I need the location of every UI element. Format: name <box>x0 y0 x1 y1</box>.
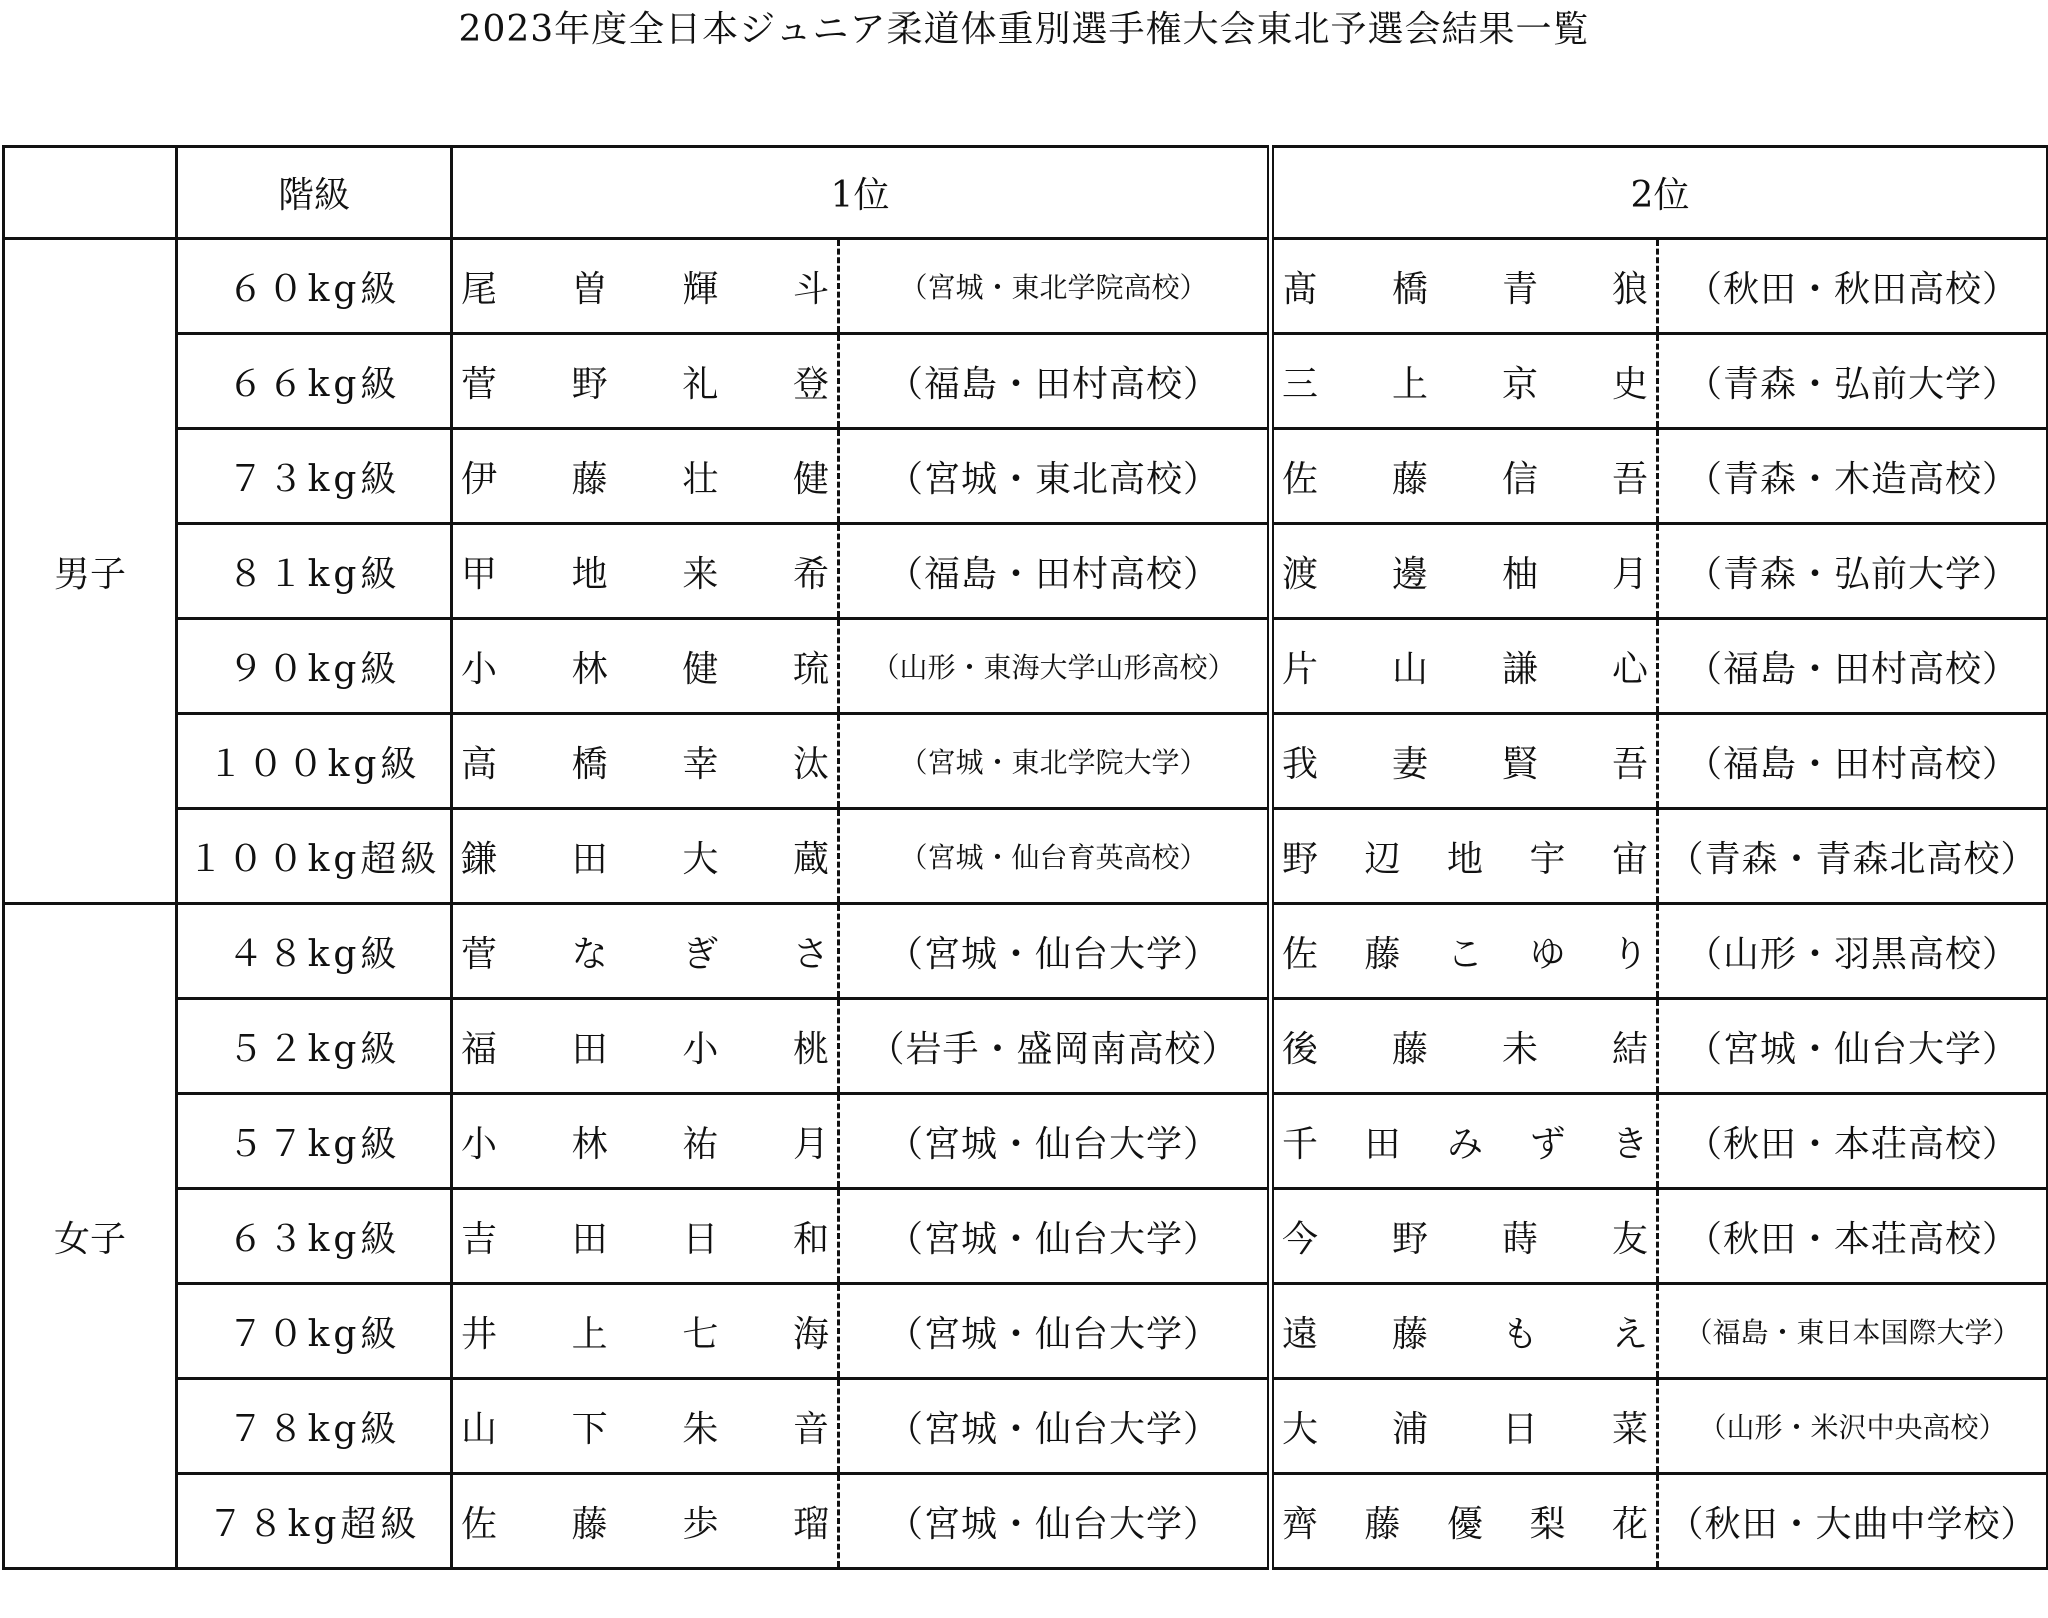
name-char: 千 <box>1282 1123 1319 1165</box>
page-title: 2023年度全日本ジュニア柔道体重別選手権大会東北予選会結果一覧 <box>458 9 1590 50</box>
second-place-cell <box>1271 1379 2048 1474</box>
name-char: 今 <box>1282 1218 1319 1260</box>
second-place-cell <box>1271 524 2048 619</box>
weight-class: ６６kg級 <box>177 334 452 429</box>
second-place-affiliation: （青森・青森北高校） <box>1667 838 2038 880</box>
table-row <box>4 1189 2048 1284</box>
weight-class: ６０kg級 <box>177 239 452 334</box>
name-char: 佐 <box>461 1503 498 1545</box>
name-char: 妻 <box>1391 743 1428 785</box>
name-char: 吾 <box>1611 743 1648 785</box>
name-char: 宙 <box>1611 838 1648 880</box>
name-char: 希 <box>792 553 829 595</box>
name-char: 海 <box>792 1313 829 1355</box>
second-place-affiliation: （福島・田村高校） <box>1685 743 2019 785</box>
second-place-entry <box>1274 1095 2046 1187</box>
first-place-cell <box>452 1189 1271 1284</box>
first-place-entry <box>453 240 1267 332</box>
first-place-cell <box>452 524 1271 619</box>
second-place-cell <box>1271 714 2048 809</box>
first-place-cell <box>452 334 1271 429</box>
name-char: 藤 <box>1391 458 1428 500</box>
second-place-name <box>1274 240 1659 332</box>
first-place-cell <box>452 809 1271 904</box>
name-char: 藤 <box>1364 1503 1401 1545</box>
first-place-name <box>453 620 840 712</box>
name-char: 菜 <box>1611 1408 1648 1450</box>
first-place-entry <box>453 620 1267 712</box>
name-char: こ <box>1446 933 1483 975</box>
second-place-name <box>1274 905 1659 997</box>
table-row <box>4 999 2048 1094</box>
first-place-affiliation: （宮城・東北高校） <box>886 458 1220 500</box>
first-place-name <box>453 905 840 997</box>
name-char: 高 <box>461 743 498 785</box>
first-place-name <box>453 1475 840 1567</box>
name-char: さ <box>792 933 829 975</box>
name-char: 健 <box>792 458 829 500</box>
table-row <box>4 1379 2048 1474</box>
name-char: 橋 <box>571 743 608 785</box>
name-char: 菅 <box>461 363 498 405</box>
first-place-name <box>453 1285 840 1377</box>
name-char: 藤 <box>1391 1313 1428 1355</box>
name-char: 辺 <box>1364 838 1401 880</box>
second-place-affiliation: （山形・羽黒高校） <box>1685 933 2019 975</box>
name-char: 齊 <box>1282 1503 1319 1545</box>
name-char: 京 <box>1501 363 1538 405</box>
name-char: 大 <box>682 838 719 880</box>
name-char: 謙 <box>1501 648 1538 690</box>
second-place-entry <box>1274 430 2046 522</box>
first-place-entry <box>453 905 1267 997</box>
first-place-affiliation: （宮城・仙台大学） <box>886 1408 1220 1450</box>
name-char: 小 <box>461 1123 498 1165</box>
name-char: 蒔 <box>1501 1218 1538 1260</box>
name-char: 遠 <box>1282 1313 1319 1355</box>
name-char: 田 <box>571 1218 608 1260</box>
first-place-name <box>453 715 840 807</box>
name-char: 片 <box>1282 648 1319 690</box>
weight-class: ５７kg級 <box>177 1094 452 1189</box>
weight-class: ７０kg級 <box>177 1284 452 1379</box>
name-char: 上 <box>1391 363 1428 405</box>
name-char: 藤 <box>1364 933 1401 975</box>
first-place-entry <box>453 810 1267 902</box>
name-char: 琉 <box>792 648 829 690</box>
name-char: り <box>1611 933 1648 975</box>
name-char: な <box>571 933 608 975</box>
header-second-place: 2位 <box>1271 147 2048 239</box>
table-row <box>4 1474 2048 1569</box>
name-char: 田 <box>571 1028 608 1070</box>
second-place-entry <box>1274 525 2046 617</box>
header-blank-cell <box>4 147 177 239</box>
name-char: 賢 <box>1501 743 1538 785</box>
name-char: 林 <box>571 1123 608 1165</box>
name-char: 我 <box>1282 743 1319 785</box>
header-first-place: 1位 <box>452 147 1271 239</box>
second-place-affiliation: （青森・弘前大学） <box>1685 363 2019 405</box>
second-place-entry <box>1274 1190 2046 1282</box>
name-char: 梨 <box>1529 1503 1566 1545</box>
second-place-cell <box>1271 1189 2048 1284</box>
first-place-cell <box>452 619 1271 714</box>
second-place-name <box>1274 1095 1659 1187</box>
second-place-cell <box>1271 999 2048 1094</box>
name-char: 井 <box>461 1313 498 1355</box>
name-char: 結 <box>1611 1028 1648 1070</box>
weight-class: ９０kg級 <box>177 619 452 714</box>
name-char: 健 <box>682 648 719 690</box>
name-char: 野 <box>1391 1218 1428 1260</box>
name-char: 斗 <box>792 268 829 310</box>
name-char: え <box>1611 1313 1648 1355</box>
name-char: 登 <box>792 363 829 405</box>
second-place-name <box>1274 1380 1659 1472</box>
second-place-entry <box>1274 905 2046 997</box>
name-char: 音 <box>792 1408 829 1450</box>
second-place-name <box>1274 1000 1659 1092</box>
name-char: ぎ <box>682 933 719 975</box>
first-place-affiliation: （宮城・仙台育英高校） <box>899 841 1208 874</box>
first-place-entry <box>453 1000 1267 1092</box>
name-char: 狼 <box>1611 268 1648 310</box>
first-place-entry <box>453 335 1267 427</box>
second-place-cell <box>1271 619 2048 714</box>
first-place-affiliation: （宮城・仙台大学） <box>886 933 1220 975</box>
name-char: 曽 <box>571 268 608 310</box>
second-place-entry <box>1274 810 2046 902</box>
table-row <box>4 619 2048 714</box>
second-place-cell <box>1271 904 2048 999</box>
name-char: 渡 <box>1282 553 1319 595</box>
first-place-entry <box>453 1190 1267 1282</box>
weight-class: ５２kg級 <box>177 999 452 1094</box>
first-place-cell <box>452 1474 1271 1569</box>
header-class: 階級 <box>177 147 452 239</box>
name-char: 和 <box>792 1218 829 1260</box>
second-place-name <box>1274 1475 1659 1567</box>
first-place-cell <box>452 904 1271 999</box>
second-place-entry <box>1274 335 2046 427</box>
name-char: 汰 <box>792 743 829 785</box>
name-char: 小 <box>461 648 498 690</box>
first-place-affiliation: （岩手・盛岡南高校） <box>868 1028 1239 1070</box>
name-char: 福 <box>461 1028 498 1070</box>
table-row <box>4 334 2048 429</box>
name-char: 桃 <box>792 1028 829 1070</box>
name-char: 七 <box>682 1313 719 1355</box>
first-place-name <box>453 430 840 522</box>
second-place-affiliation: （福島・田村高校） <box>1685 648 2019 690</box>
first-place-name <box>453 1095 840 1187</box>
second-place-cell <box>1271 334 2048 429</box>
name-char: 朱 <box>682 1408 719 1450</box>
name-char: 橋 <box>1391 268 1428 310</box>
weight-class: ４８kg級 <box>177 904 452 999</box>
name-char: 野 <box>1282 838 1319 880</box>
second-place-name <box>1274 1190 1659 1282</box>
first-place-entry <box>453 430 1267 522</box>
first-place-name <box>453 335 840 427</box>
first-place-affiliation: （宮城・仙台大学） <box>886 1218 1220 1260</box>
name-char: 友 <box>1611 1218 1648 1260</box>
name-char: 優 <box>1446 1503 1483 1545</box>
name-char: 尾 <box>461 268 498 310</box>
name-char: 菅 <box>461 933 498 975</box>
first-place-affiliation: （宮城・仙台大学） <box>886 1123 1220 1165</box>
second-place-entry <box>1274 1475 2046 1567</box>
first-place-name <box>453 525 840 617</box>
second-place-cell <box>1271 809 2048 904</box>
name-char: 佐 <box>1282 933 1319 975</box>
name-char: 月 <box>1611 553 1648 595</box>
name-char: 柚 <box>1501 553 1538 595</box>
name-char: 藤 <box>1391 1028 1428 1070</box>
table-row <box>4 714 2048 809</box>
name-char: ず <box>1529 1123 1566 1165</box>
name-char: 幸 <box>682 743 719 785</box>
name-char: 邊 <box>1391 553 1428 595</box>
weight-class: ７８kg超級 <box>177 1474 452 1569</box>
name-char: 心 <box>1611 648 1648 690</box>
weight-class: ６３kg級 <box>177 1189 452 1284</box>
results-table <box>2 145 2048 1570</box>
second-place-entry <box>1274 620 2046 712</box>
second-place-entry <box>1274 1000 2046 1092</box>
table-row <box>4 904 2048 999</box>
first-place-affiliation: （山形・東海大学山形高校） <box>871 651 1236 684</box>
results-table-body <box>4 147 2048 1569</box>
first-place-name <box>453 1380 840 1472</box>
name-char: 青 <box>1501 268 1538 310</box>
name-char: 三 <box>1282 363 1319 405</box>
name-char: き <box>1611 1123 1648 1165</box>
name-char: 髙 <box>1282 268 1319 310</box>
first-place-name <box>453 240 840 332</box>
name-char: 山 <box>1391 648 1428 690</box>
table-row <box>4 524 2048 619</box>
first-place-entry <box>453 1095 1267 1187</box>
second-place-name <box>1274 620 1659 712</box>
name-char: 輝 <box>682 268 719 310</box>
name-char: 壮 <box>682 458 719 500</box>
table-row <box>4 429 2048 524</box>
first-place-cell <box>452 1379 1271 1474</box>
second-place-entry <box>1274 240 2046 332</box>
name-char: 上 <box>571 1313 608 1355</box>
second-place-cell <box>1271 1284 2048 1379</box>
second-place-affiliation: （秋田・大曲中学校） <box>1667 1503 2038 1545</box>
second-place-cell <box>1271 1094 2048 1189</box>
weight-class: １００kg級 <box>177 714 452 809</box>
first-place-affiliation: （宮城・東北学院高校） <box>899 271 1208 304</box>
second-place-affiliation: （青森・木造高校） <box>1685 458 2019 500</box>
second-place-name <box>1274 525 1659 617</box>
first-place-entry <box>453 1285 1267 1377</box>
name-char: 佐 <box>1282 458 1319 500</box>
first-place-entry <box>453 1380 1267 1472</box>
name-char: 地 <box>571 553 608 595</box>
first-place-affiliation: （宮城・仙台大学） <box>886 1503 1220 1545</box>
name-char: 下 <box>571 1408 608 1450</box>
name-char: 地 <box>1446 838 1483 880</box>
second-place-entry <box>1274 715 2046 807</box>
name-char: 大 <box>1282 1408 1319 1450</box>
gender-label: 男子 <box>4 239 177 904</box>
name-char: 伊 <box>461 458 498 500</box>
header-row <box>4 147 2048 239</box>
name-char: 小 <box>682 1028 719 1070</box>
second-place-name <box>1274 430 1659 522</box>
name-char: 甲 <box>461 553 498 595</box>
table-row <box>4 809 2048 904</box>
weight-class: １００kg超級 <box>177 809 452 904</box>
name-char: も <box>1501 1313 1538 1355</box>
second-place-affiliation: （宮城・仙台大学） <box>1685 1028 2019 1070</box>
second-place-name <box>1274 1285 1659 1377</box>
name-char: 林 <box>571 648 608 690</box>
name-char: 吾 <box>1611 458 1648 500</box>
first-place-affiliation: （宮城・仙台大学） <box>886 1313 1220 1355</box>
name-char: 吉 <box>461 1218 498 1260</box>
second-place-name <box>1274 335 1659 427</box>
second-place-name <box>1274 715 1659 807</box>
first-place-cell <box>452 1284 1271 1379</box>
table-row <box>4 239 2048 334</box>
name-char: 山 <box>461 1408 498 1450</box>
second-place-affiliation: （秋田・秋田高校） <box>1685 268 2019 310</box>
name-char: 来 <box>682 553 719 595</box>
name-char: ゆ <box>1529 933 1566 975</box>
name-char: 信 <box>1501 458 1538 500</box>
name-char: み <box>1446 1123 1483 1165</box>
first-place-cell <box>452 239 1271 334</box>
name-char: 月 <box>792 1123 829 1165</box>
name-char: 歩 <box>682 1503 719 1545</box>
first-place-affiliation: （福島・田村高校） <box>886 363 1220 405</box>
table-row <box>4 1094 2048 1189</box>
name-char: 鎌 <box>461 838 498 880</box>
first-place-cell <box>452 429 1271 524</box>
first-place-name <box>453 1000 840 1092</box>
weight-class: ７８kg級 <box>177 1379 452 1474</box>
name-char: 史 <box>1611 363 1648 405</box>
first-place-name <box>453 1190 840 1282</box>
second-place-entry <box>1274 1285 2046 1377</box>
second-place-cell <box>1271 429 2048 524</box>
name-char: 藤 <box>571 458 608 500</box>
name-char: 野 <box>571 363 608 405</box>
second-place-affiliation: （秋田・本荘高校） <box>1685 1123 2019 1165</box>
name-char: 蔵 <box>792 838 829 880</box>
second-place-affiliation: （山形・米沢中央高校） <box>1698 1411 2007 1444</box>
name-char: 瑠 <box>792 1503 829 1545</box>
second-place-affiliation: （福島・東日本国際大学） <box>1684 1316 2021 1349</box>
name-char: 浦 <box>1391 1408 1428 1450</box>
first-place-entry <box>453 1475 1267 1567</box>
first-place-affiliation: （福島・田村高校） <box>886 553 1220 595</box>
name-char: 宇 <box>1529 838 1566 880</box>
first-place-entry <box>453 525 1267 617</box>
name-char: 未 <box>1501 1028 1538 1070</box>
name-char: 田 <box>571 838 608 880</box>
second-place-entry <box>1274 1380 2046 1472</box>
gender-label: 女子 <box>4 904 177 1569</box>
first-place-affiliation: （宮城・東北学院大学） <box>899 746 1208 779</box>
name-char: 祐 <box>682 1123 719 1165</box>
name-char: 花 <box>1611 1503 1648 1545</box>
name-char: 田 <box>1364 1123 1401 1165</box>
name-char: 礼 <box>682 363 719 405</box>
first-place-entry <box>453 715 1267 807</box>
weight-class: ７３kg級 <box>177 429 452 524</box>
second-place-name <box>1274 810 1659 902</box>
second-place-cell <box>1271 1474 2048 1569</box>
table-row <box>4 1284 2048 1379</box>
name-char: 後 <box>1282 1028 1319 1070</box>
name-char: 日 <box>1501 1408 1538 1450</box>
first-place-cell <box>452 1094 1271 1189</box>
first-place-cell <box>452 999 1271 1094</box>
name-char: 藤 <box>571 1503 608 1545</box>
first-place-name <box>453 810 840 902</box>
first-place-cell <box>452 714 1271 809</box>
name-char: 日 <box>682 1218 719 1260</box>
second-place-affiliation: （秋田・本荘高校） <box>1685 1218 2019 1260</box>
second-place-affiliation: （青森・弘前大学） <box>1685 553 2019 595</box>
second-place-cell <box>1271 239 2048 334</box>
weight-class: ８１kg級 <box>177 524 452 619</box>
